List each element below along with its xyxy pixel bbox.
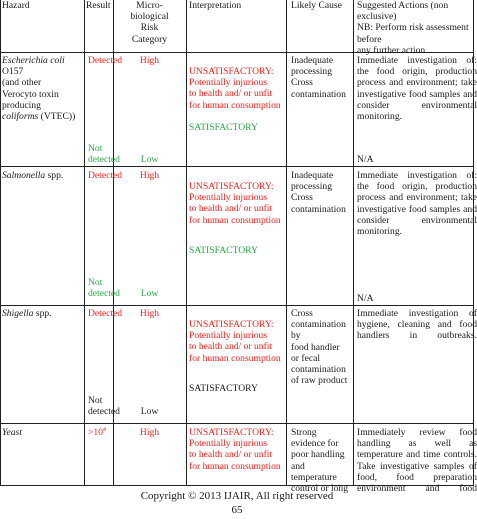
header-likely-cause: Likely Cause (291, 0, 342, 11)
result-value: >10 (88, 427, 104, 438)
hazard-name: Salmonella (2, 170, 46, 181)
result-detected: Detected (88, 55, 123, 66)
hazard-name: Shigella (2, 308, 34, 319)
interpretation-unsatisfactory: UNSATISFACTORY: Potentially injurious to health and/ or unfit for human consumption (189, 427, 281, 472)
hazard-ecoli (2, 55, 84, 122)
interpretation-unsatisfactory: UNSATISFACTORY: Potentially injurious to health and/ or unfit for human consumption (189, 319, 281, 364)
result-detected: Detected (88, 308, 123, 319)
footer-copyright: Copyright © 2013 IJAIR, All right reserved (140, 490, 334, 502)
likely-cause: Inadequate processing Cross contamination (291, 170, 346, 215)
table-border-left (0, 0, 1, 486)
hazard-name: Yeast (2, 427, 22, 438)
result-not-detected: Not detected (88, 277, 120, 300)
column-divider (186, 0, 187, 486)
column-divider (84, 0, 85, 486)
column-divider (353, 0, 354, 486)
page-number: 65 (231, 504, 243, 516)
risk-high: High (139, 170, 160, 181)
interpretation-unsatisfactory: UNSATISFACTORY: Potentially injurious to health and/ or unfit for human consumption (189, 66, 281, 111)
likely-cause: Strong evidence for poor handling and temperature control or long (291, 427, 349, 495)
risk-low: Low (140, 154, 159, 165)
hazard-detail: O157 (and other Verocyto toxin producing (2, 66, 59, 111)
interpretation-unsatisfactory: UNSATISFACTORY: Potentially injurious to health and/ or unfit for human consumption (189, 181, 281, 226)
risk-low: Low (140, 288, 159, 299)
suggested-action: Immediate investigation of: the food origin, production process and environment; take investigative food samples and consider environmental monitoring. (357, 55, 477, 123)
suggested-action-na: N/A (357, 154, 374, 165)
interpretation-satisfactory: SATISFACTORY (189, 245, 258, 256)
hazard-tail: spp. (33, 308, 52, 319)
hazard-salmonella (2, 170, 84, 181)
suggested-action-na: N/A (357, 293, 374, 304)
row-divider (0, 166, 474, 167)
header-interpretation: Interpretation (189, 0, 242, 11)
risk-high: High (139, 55, 160, 66)
suggested-action: Immediate investigation of: the food origin, production process and environment; take investigative food samples and consider environmental monitoring. (357, 170, 477, 238)
hazard-name: Escherichia coli (2, 55, 65, 66)
row-divider (0, 305, 474, 306)
result-not-detected: Not detected (88, 143, 120, 166)
hazard-yeast (2, 427, 84, 438)
risk-high: High (139, 308, 160, 319)
hazard-tail: (VTEC)) (38, 111, 76, 123)
risk-high: High (139, 427, 160, 438)
suggested-action: Immediately review food handling as well as temperature and time controls. Take investigative samples of food, food preparation environment and food (357, 427, 477, 495)
result-threshold (88, 427, 114, 438)
interpretation-satisfactory: SATISFACTORY (189, 383, 258, 394)
header-result: Result (86, 0, 111, 11)
likely-cause: Inadequate processing Cross contamination (291, 55, 346, 100)
result-not-detected: Not detected (88, 395, 120, 418)
risk-low: Low (140, 406, 159, 417)
hazard-coliforms: coliforms (2, 111, 39, 123)
likely-cause: Cross contamination by food handler or fecal contamination of raw product (291, 308, 348, 387)
hazard-tail: spp. (45, 170, 64, 181)
header-risk-category: Micro- biological Risk Category (130, 0, 169, 45)
suggested-action: Immediate investigation of hygiene, cleaning and food handlers in outbreaks. (357, 308, 477, 342)
header-suggested-actions: Suggested Actions (non exclusive) NB: Perform risk assessment before any further action (357, 0, 469, 56)
interpretation-satisfactory: SATISFACTORY (189, 122, 258, 133)
result-detected: Detected (88, 170, 123, 181)
header-hazard: Hazard (2, 0, 30, 11)
hazard-shigella (2, 308, 84, 319)
result-exponent: 4 (103, 426, 107, 433)
row-divider (0, 423, 474, 424)
